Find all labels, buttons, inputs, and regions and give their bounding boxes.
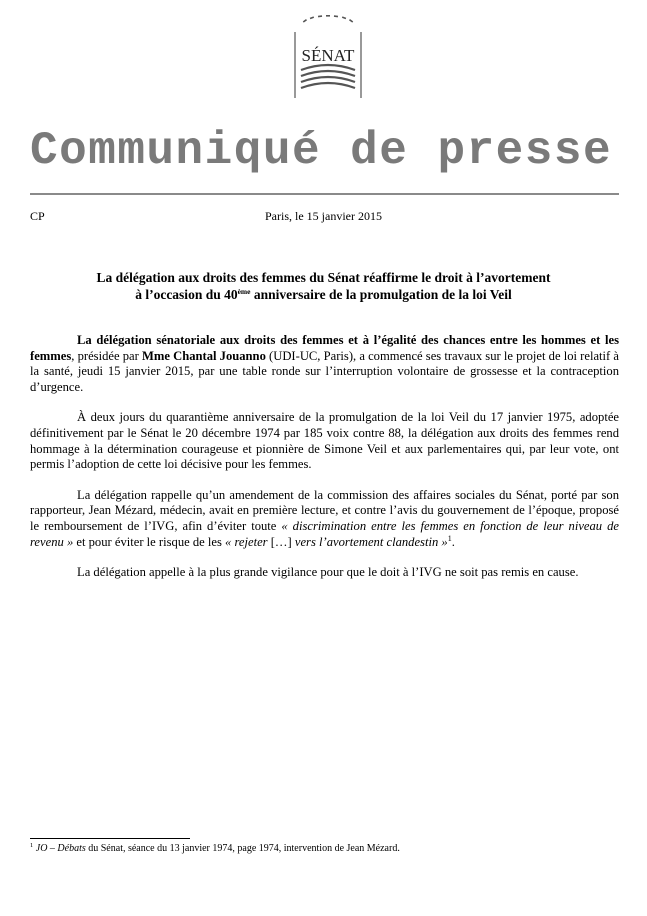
page-title: Communiqué de presse bbox=[30, 125, 613, 177]
footnote-ref[interactable]: 1 bbox=[447, 533, 452, 543]
paragraph-2: À deux jours du quarantième anniversaire de la promulgation de la loi Veil du 17 janvier 1975, adoptée définitivement par le Sénat le 20 décembre 1974 par 185 voix contre 88, la délégation aux droits des femmes rend hommage à la détermination courageuse et pionnière de Simone Veil et aux parlementaires qui, par leur vote, ont permis l’adoption de cette loi décisive pour les femmes. bbox=[30, 410, 619, 472]
headline-line-1: La délégation aux droits des femmes du Sénat réaffirme le droit à l’avortement bbox=[96, 270, 551, 285]
footnote: $^1$ JO – Débats du Sénat, séance du 13 janvier 1974, page 1974, intervention de Jean Mézard. bbox=[30, 842, 400, 854]
headline bbox=[40, 269, 607, 303]
dateline: Paris, le 15 janvier 2015 bbox=[265, 209, 382, 223]
paragraph-1: La délégation sénatoriale aux droits des femmes et à l’égalité des chances entre les hommes et les femmes, présidée par Mme Chantal Jouanno (UDI-UC, Paris), a commencé ses travaux sur le projet de loi relatif à la santé, jeudi 15 janvier 2015, par une table ronde sur l’interruption volontaire de grossesse et la contraception d’urgence. bbox=[30, 333, 619, 394]
headline-line-2: à l’occasion du 40ème anniversaire de la promulgation de la loi Veil bbox=[135, 287, 512, 302]
body-text bbox=[30, 333, 619, 596]
svg-text:SÉNAT: SÉNAT bbox=[301, 46, 355, 65]
senat-seal-icon bbox=[287, 14, 369, 100]
cp-label: CP bbox=[30, 209, 45, 223]
paragraph-3: La délégation rappelle qu’un amendement de la commission des affaires sociales du Sénat, porté par son rapporteur, Jean Mézard, médecin, avait en première lecture, et contre l’avis du gouvernement de l’époque, proposé le remboursement de l’IVG, afin d’éviter toute « discrimination entre les femmes en fonction de leur niveau de revenu » et pour éviter le risque de les « rejeter […] vers l’avortement clandestin »$^1$. bbox=[30, 487, 619, 549]
senat-logo bbox=[287, 14, 369, 100]
footnote-divider bbox=[30, 838, 190, 839]
title-divider bbox=[30, 193, 619, 195]
paragraph-4: La délégation appelle à la plus grande vigilance pour que le doit à l’IVG ne soit pas remis en cause. bbox=[77, 565, 579, 580]
